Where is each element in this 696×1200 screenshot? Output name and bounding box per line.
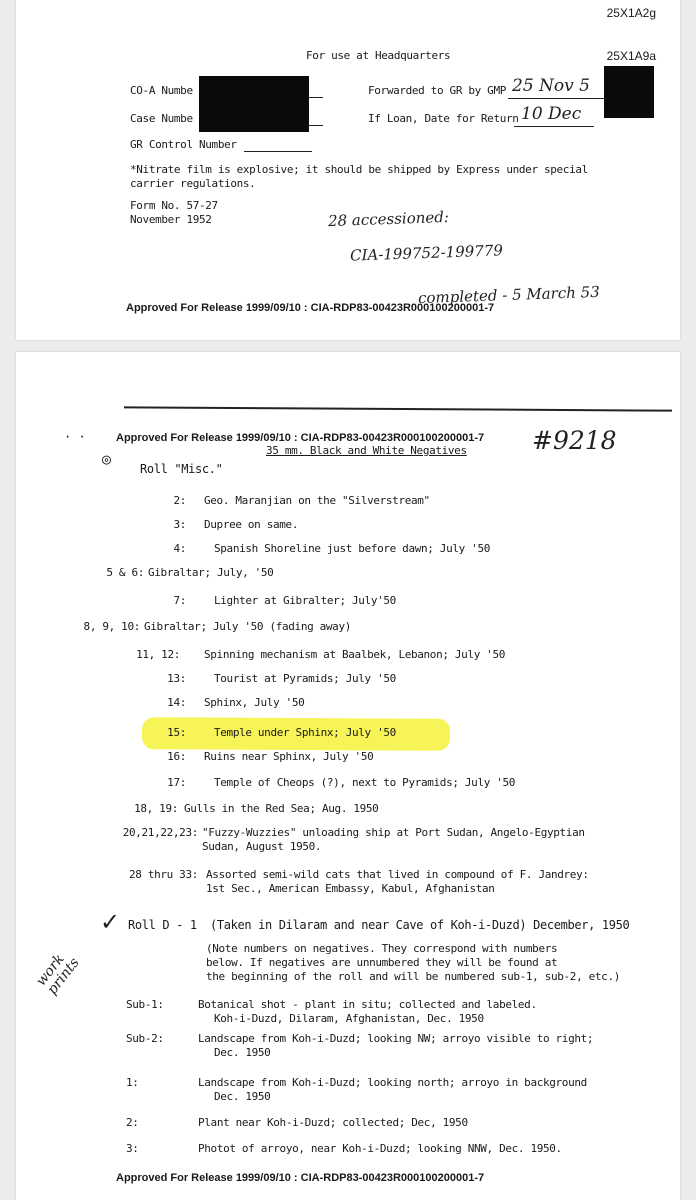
entry-number: 3: — [126, 1142, 139, 1155]
entry-text: Photot of arroyo, near Koh-i-Duzd; looking NNW, Dec. 1950. — [198, 1142, 562, 1155]
entry-number: 3: — [173, 518, 186, 531]
entry-text: Assorted semi-wild cats that lived in compound of F. Jandrey: — [206, 868, 589, 881]
entry-text: Botanical shot - plant in situ; collected and labeled. — [198, 998, 537, 1011]
entry-number: 7: — [173, 594, 186, 607]
entry-text: Plant near Koh-i-Duzd; collected; Dec, 1950 — [198, 1116, 468, 1129]
entry-text: Tourist at Pyramids; July '50 — [214, 672, 396, 685]
entry-number: 4: — [173, 542, 186, 555]
handwritten-document-number: #9218 — [532, 426, 617, 455]
case-number-label: Case Numbe — [130, 112, 193, 125]
entry-text: Sphinx, July '50 — [204, 696, 305, 709]
forwarded-handwritten-date: 25 Nov 5 — [512, 76, 590, 96]
entry-text: Sudan, August 1950. — [202, 840, 322, 853]
entry-text: Dec. 1950 — [214, 1090, 271, 1103]
entry-number: 2: — [126, 1116, 139, 1129]
redaction-block — [604, 66, 654, 118]
entry-text: Gibraltar; July, '50 — [148, 566, 274, 579]
entry-number: Sub-2: — [126, 1032, 164, 1045]
form-number: Form No. 57-27 — [130, 199, 218, 212]
entry-number: 17: — [167, 776, 186, 789]
entry-text: Spinning mechanism at Baalbek, Lebanon; July '50 — [204, 648, 506, 661]
entry-number: 1: — [126, 1076, 139, 1089]
entry-number: 2: — [173, 494, 186, 507]
note-line2: below. If negatives are unnumbered they will be found at — [206, 956, 558, 969]
document-page-2 — [16, 352, 680, 1200]
margin-circle: ◎ — [102, 450, 112, 468]
checkmark-icon: ✓ — [100, 908, 121, 936]
entry-number: 11, 12: — [136, 648, 180, 661]
roll-d-heading: Roll D - 1 — [128, 918, 197, 932]
headquarters-line: For use at Headquarters — [306, 49, 451, 62]
entry-number: 14: — [167, 696, 186, 709]
entry-text: Dupree on same. — [204, 518, 299, 531]
forwarded-label: Forwarded to GR by GMP — [368, 84, 506, 97]
entry-text: Gibraltar; July '50 (fading away) — [144, 620, 351, 633]
roll-d-description: (Taken in Dilaram and near Cave of Koh-i-Duzd) December, 1950 — [210, 918, 630, 932]
entry-number: 15: — [167, 726, 186, 739]
entry-number: 16: — [167, 750, 186, 763]
redaction-block — [199, 94, 309, 132]
entry-number: 5 & 6: — [106, 566, 144, 579]
entry-text: Gulls in the Red Sea; Aug. 1950 — [184, 802, 379, 815]
entry-text: Landscape from Koh-i-Duzd; looking NW; arroyo visible to right; — [198, 1032, 594, 1045]
margin-scribble: · · — [64, 430, 86, 444]
approved-for-release-footer: Approved For Release 1999/09/10 : CIA-RDP83-00423R000100200001-7 — [116, 1172, 485, 1184]
approved-for-release-footer: Approved For Release 1999/09/10 : CIA-RDP83-00423R000100200001-7 — [126, 302, 495, 314]
handwritten-margin-note: work prints — [33, 951, 83, 998]
entry-text: "Fuzzy-Wuzzies" unloading ship at Port Sudan, Angelo-Egyptian — [202, 826, 585, 839]
entry-text: Koh-i-Duzd, Dilaram, Afghanistan, Dec. 1950 — [214, 1012, 484, 1025]
entry-text: Ruins near Sphinx, July '50 — [204, 750, 374, 763]
declass-code-right: 25X1A9a — [606, 49, 656, 63]
entry-text: Landscape from Koh-i-Duzd; looking north; arroyo in background — [198, 1076, 587, 1089]
declass-code-top: 25X1A2g — [606, 6, 656, 20]
handwritten-completed-note: completed - 5 March 53 — [417, 282, 601, 308]
note-line3: the beginning of the roll and will be numbered sub-1, sub-2, etc.) — [206, 970, 620, 983]
entry-number: 13: — [167, 672, 186, 685]
nitrate-warning-line1: *Nitrate film is explosive; it should be shipped by Express under special — [130, 163, 588, 176]
entry-number: 28 thru 33: — [129, 868, 198, 881]
entry-text: Dec. 1950 — [214, 1046, 271, 1059]
entry-number: 8, 9, 10: — [83, 620, 140, 633]
note-line1: (Note numbers on negatives. They correspond with numbers — [206, 942, 558, 955]
entry-number: 18, 19: — [134, 802, 178, 815]
entry-text: Lighter at Gibralter; July'50 — [214, 594, 396, 607]
entry-text: Temple of Cheops (?), next to Pyramids; July '50 — [214, 776, 516, 789]
entry-number: 20,21,22,23: — [122, 826, 198, 839]
document-page-1 — [16, 0, 680, 340]
handwritten-accession-range: CIA-199752-199779 — [349, 241, 504, 265]
loan-handwritten-date: 10 Dec — [521, 104, 582, 124]
roll-misc-heading: Roll "Misc." — [140, 462, 223, 476]
coa-number-label: CO-A Numbe — [130, 84, 193, 97]
entry-text: 1st Sec., American Embassy, Kabul, Afghanistan — [206, 882, 495, 895]
form-date: November 1952 — [130, 213, 212, 226]
nitrate-warning-line2: carrier regulations. — [130, 177, 256, 190]
loan-return-label: If Loan, Date for Return — [368, 112, 519, 125]
entry-text: Temple under Sphinx; July '50 — [214, 726, 396, 739]
entry-text: Spanish Shoreline just before dawn; July '50 — [214, 542, 490, 555]
gr-control-number-label: GR Control Number — [130, 138, 237, 151]
entry-text: Geo. Maranjian on the "Silverstream" — [204, 494, 430, 507]
entry-number: Sub-1: — [126, 998, 164, 1011]
approved-for-release-header: Approved For Release 1999/09/10 : CIA-RDP83-00423R000100200001-7 — [116, 432, 485, 444]
handwritten-accession-note: 28 accessioned: — [327, 207, 450, 231]
document-subtitle: 35 mm. Black and White Negatives — [266, 444, 467, 457]
